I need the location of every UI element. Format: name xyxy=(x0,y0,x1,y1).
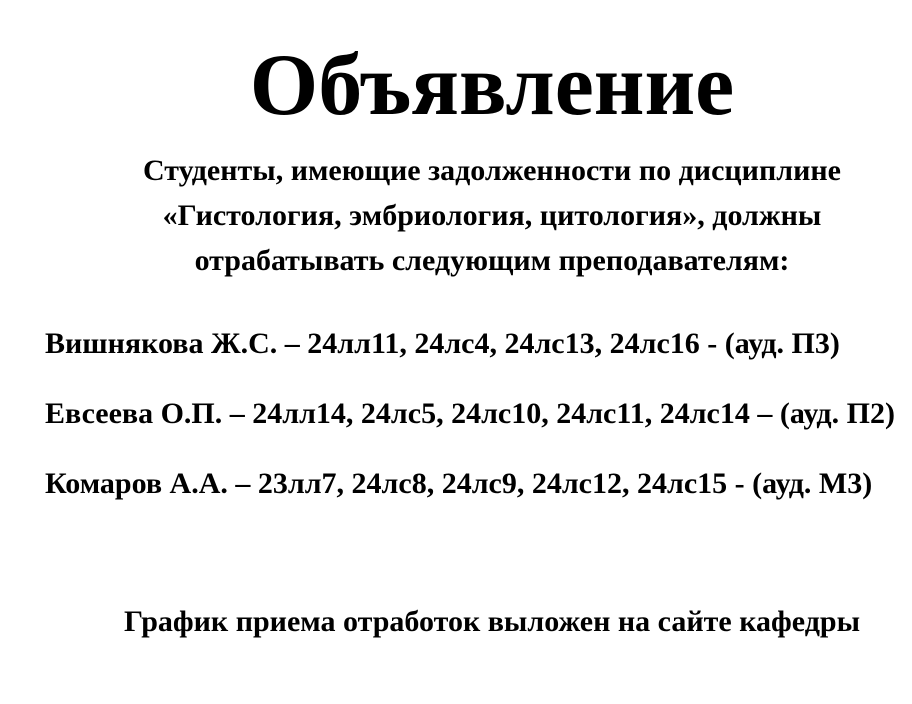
intro-line-2: «Гистология, эмбриология, цитология», должны xyxy=(162,199,822,232)
teacher-entry-vishnyakova: Вишнякова Ж.С. – 24лл11, 24лс4, 24лс13, 24лс16 - (ауд. П3) xyxy=(45,327,840,360)
intro-line-1: Студенты, имеющие задолженности по дисциплине xyxy=(143,154,841,187)
intro-line-3: отрабатывать следующим преподавателям: xyxy=(194,244,790,277)
teacher-entry-komarov: Комаров А.А. – 23лл7, 24лс8, 24лс9, 24лс12, 24лс15 - (ауд. М3) xyxy=(45,467,873,500)
teacher-list xyxy=(45,321,904,506)
teacher-entry-evseeva: Евсеева О.П. – 24лл14, 24лс5, 24лс10, 24лс11, 24лс14 – (ауд. П2) xyxy=(45,397,895,430)
intro-paragraph xyxy=(72,148,912,283)
announcement-page xyxy=(0,37,912,704)
footer-note: График приема отработок выложен на сайте кафедры xyxy=(124,605,860,638)
page-title: Объявление xyxy=(249,37,735,134)
